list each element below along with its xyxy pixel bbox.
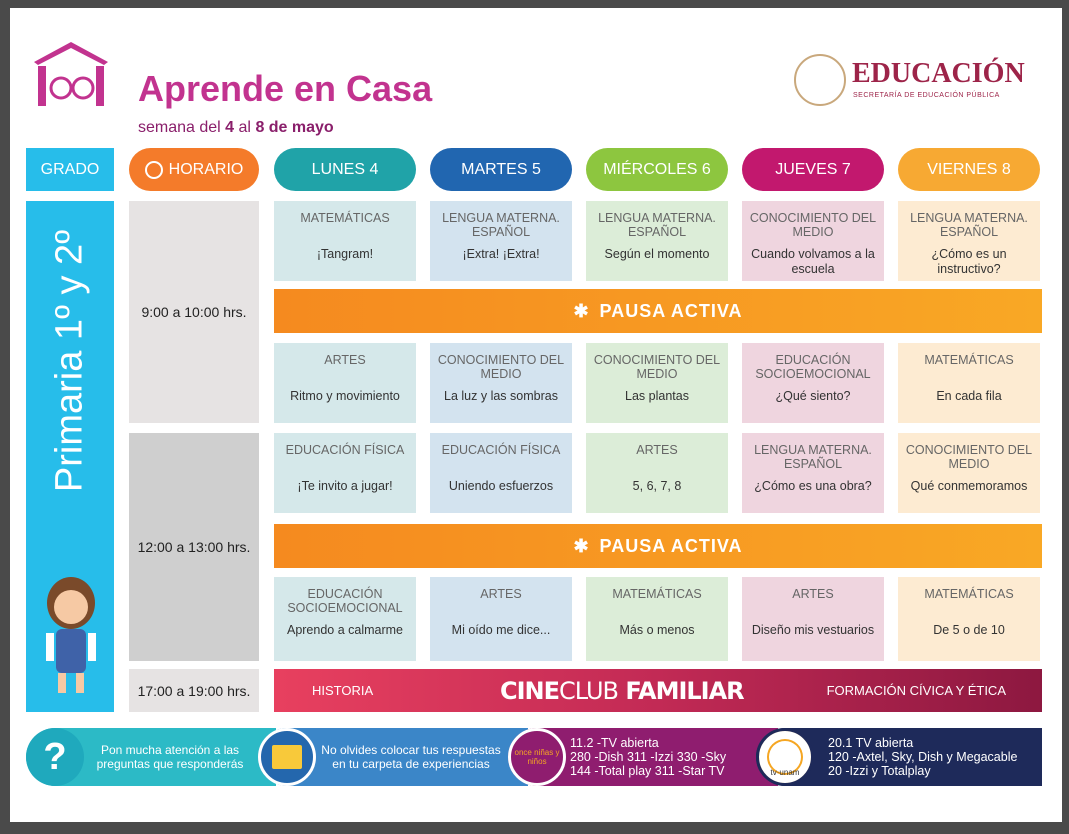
lesson-card xyxy=(742,433,884,513)
subject: MATEMÁTICAS xyxy=(300,211,390,225)
subject: EDUCACIÓN FÍSICA xyxy=(441,443,561,457)
pausa-activa-2: ✱ PAUSA ACTIVA xyxy=(274,524,1042,568)
horario-header: HORARIO xyxy=(129,148,259,191)
subject: ARTES xyxy=(792,587,834,601)
tip-attention-text: Pon mucha atención a las preguntas que responderás xyxy=(96,743,244,771)
grade-label: Primaria 1º y 2º xyxy=(48,229,91,493)
day-header: JUEVES 7 xyxy=(742,148,884,191)
stretch-icon: ✱ xyxy=(573,300,590,321)
evening-right-subject: FORMACIÓN CÍVICA Y ÉTICA xyxy=(826,683,1006,698)
lesson-card xyxy=(586,343,728,423)
day-header: MARTES 5 xyxy=(430,148,572,191)
subject: LENGUA MATERNA. ESPAÑOL xyxy=(442,211,560,239)
lesson-title: ¡Tangram! xyxy=(316,247,374,261)
lesson-card xyxy=(586,577,728,661)
tip-attention xyxy=(26,728,276,786)
lesson-card xyxy=(742,201,884,281)
subject: LENGUA MATERNA. ESPAÑOL xyxy=(754,443,872,471)
tip-folder-text: No olvides colocar tus respuestas en tu carpeta de experiencias xyxy=(321,743,501,771)
lesson-title: ¿Cómo es una obra? xyxy=(754,479,872,493)
subject: ARTES xyxy=(324,353,366,367)
lesson-card xyxy=(898,433,1040,513)
grado-header: GRADO xyxy=(26,148,114,191)
lesson-card xyxy=(430,201,572,281)
time-slot-1: 9:00 a 10:00 hrs. xyxy=(129,201,259,423)
lesson-title: ¿Cómo es un instructivo? xyxy=(931,247,1007,276)
subject: ARTES xyxy=(636,443,678,457)
once-list: 11.2 -TV abierta 280 -Dish 311 -Izzi 330 -Sky 144 -Total play 311 -Star TV xyxy=(570,736,727,778)
lesson-title: Las plantas xyxy=(625,389,689,403)
question-icon: ? xyxy=(26,728,84,786)
lesson-card xyxy=(898,577,1040,661)
tip-folder xyxy=(258,728,528,786)
clock-icon xyxy=(145,161,163,179)
stretch-icon: ✱ xyxy=(573,535,590,556)
folder-icon xyxy=(258,728,316,786)
lesson-title: 5, 6, 7, 8 xyxy=(632,479,682,493)
subject: MATEMÁTICAS xyxy=(924,587,1014,601)
lesson-card xyxy=(430,433,572,513)
subject: EDUCACIÓN FÍSICA xyxy=(285,443,405,457)
lesson-card xyxy=(274,577,416,661)
time-slot-2: 12:00 a 13:00 hrs. xyxy=(129,433,259,661)
tvunam-channels xyxy=(756,728,1042,786)
subject: MATEMÁTICAS xyxy=(924,353,1014,367)
lesson-card xyxy=(586,433,728,513)
lesson-card xyxy=(898,201,1040,281)
lesson-title: Según el momento xyxy=(604,247,710,261)
lesson-title: Más o menos xyxy=(619,623,695,637)
lesson-card xyxy=(898,343,1040,423)
lesson-title: Diseño mis vestuarios xyxy=(751,623,875,637)
subject: LENGUA MATERNA. ESPAÑOL xyxy=(598,211,716,239)
lesson-card xyxy=(274,343,416,423)
lesson-title: ¡Extra! ¡Extra! xyxy=(462,247,540,261)
subject: MATEMÁTICAS xyxy=(612,587,702,601)
once-channels xyxy=(508,728,778,786)
subject: CONOCIMIENTO DEL MEDIO xyxy=(593,353,721,381)
lesson-card xyxy=(430,343,572,423)
sep-logo: EDUCACIÓN xyxy=(852,58,1025,89)
lesson-card xyxy=(274,201,416,281)
subject: CONOCIMIENTO DEL MEDIO xyxy=(905,443,1033,471)
day-header: VIERNES 8 xyxy=(898,148,1040,191)
time-slot-3: 17:00 a 19:00 hrs. xyxy=(129,669,259,712)
lesson-title: La luz y las sombras xyxy=(444,389,558,403)
subject: EDUCACIÓN SOCIOEMOCIONAL xyxy=(287,587,403,615)
day-header: LUNES 4 xyxy=(274,148,416,191)
pausa-activa-1: ✱ PAUSA ACTIVA xyxy=(274,289,1042,333)
day-header: MIÉRCOLES 6 xyxy=(586,148,728,191)
lesson-title: De 5 o de 10 xyxy=(933,623,1005,637)
tvunam-logo: tv·unam xyxy=(756,728,814,786)
grade-column xyxy=(26,201,114,712)
lesson-title: Uniendo esfuerzos xyxy=(448,479,554,493)
cineclub-banner xyxy=(274,669,1042,712)
lesson-card xyxy=(586,201,728,281)
lesson-title: Aprendo a calmarme xyxy=(286,623,404,637)
subject: EDUCACIÓN SOCIOEMOCIONAL xyxy=(755,353,871,381)
lesson-title: Ritmo y movimiento xyxy=(290,389,400,403)
page-title: Aprende en Casa xyxy=(138,68,433,109)
lesson-title: Cuando volvamos a la escuela xyxy=(751,247,875,276)
lesson-title: ¡Te invito a jugar! xyxy=(297,479,393,493)
lesson-title: Qué conmemoramos xyxy=(910,479,1028,493)
cineclub-logo: CINECLUB FAMILIAR xyxy=(500,676,744,705)
girl-illustration xyxy=(40,573,102,701)
tvunam-list: 20.1 TV abierta 120 -Axtel, Sky, Dish y Megacable 20 -Izzi y Totalplay xyxy=(828,736,1018,778)
lesson-card xyxy=(742,577,884,661)
once-logo: once niñas y niños xyxy=(508,728,566,786)
lesson-title: ¿Qué siento? xyxy=(775,389,851,403)
lesson-card xyxy=(742,343,884,423)
lesson-title: Mi oído me dice... xyxy=(451,623,551,637)
subject: CONOCIMIENTO DEL MEDIO xyxy=(749,211,877,239)
subject: ARTES xyxy=(480,587,522,601)
sep-subtitle: SECRETARÍA DE EDUCACIÓN PÚBLICA xyxy=(853,92,1000,99)
lesson-card xyxy=(430,577,572,661)
week-range: semana del 4 al 8 de mayo xyxy=(138,119,334,136)
evening-left-subject: HISTORIA xyxy=(312,683,374,698)
lesson-title: En cada fila xyxy=(936,389,1002,403)
lesson-card xyxy=(274,433,416,513)
subject: LENGUA MATERNA. ESPAÑOL xyxy=(910,211,1028,239)
subject: CONOCIMIENTO DEL MEDIO xyxy=(437,353,565,381)
